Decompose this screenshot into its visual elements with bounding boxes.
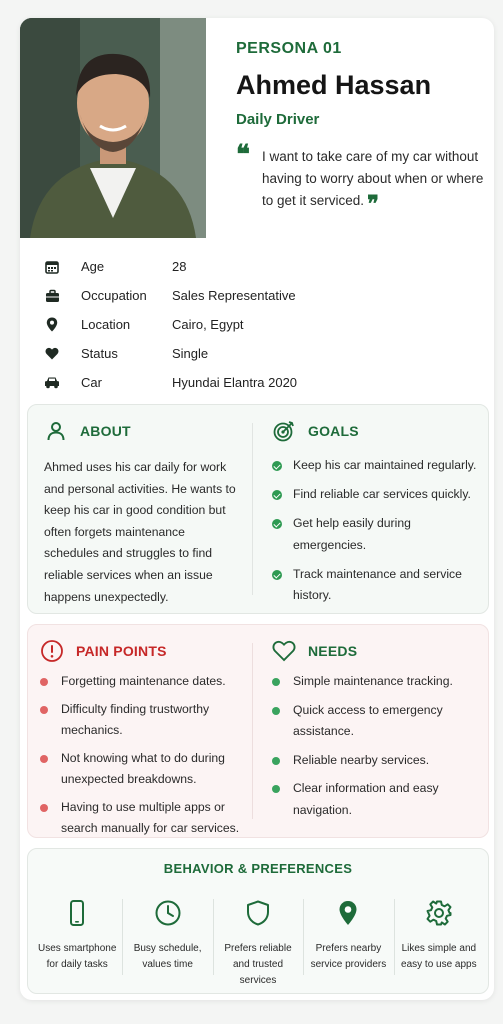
goals-heading bbox=[272, 419, 486, 443]
behavior-item bbox=[213, 897, 303, 986]
detail-row-location bbox=[44, 310, 474, 339]
list-item: Having to use multiple apps or search manually for car services. bbox=[40, 797, 250, 840]
check-icon bbox=[272, 570, 282, 580]
open-quote-icon: ❝ bbox=[236, 140, 250, 170]
list-item: Keep his car maintained regularly. bbox=[272, 455, 486, 477]
list-item: Track maintenance and service history. bbox=[272, 564, 462, 607]
behavior-text: Likes simple and easy to use apps bbox=[401, 943, 477, 970]
check-icon bbox=[272, 519, 282, 529]
list-item: Difficulty finding trustworthy mechanics. bbox=[40, 699, 240, 742]
detail-value: 28 bbox=[172, 259, 187, 274]
user-icon bbox=[44, 419, 68, 443]
panel-divider bbox=[252, 423, 253, 595]
detail-value: Hyundai Elantra 2020 bbox=[172, 375, 298, 390]
bullet-dot bbox=[272, 707, 280, 715]
alert-icon bbox=[40, 639, 64, 663]
pain-points-title: PAIN POINTS bbox=[76, 643, 167, 659]
behavior-item bbox=[32, 897, 122, 981]
persona-card bbox=[20, 18, 494, 1000]
detail-value: Sales Representative bbox=[172, 288, 296, 303]
bullet-dot bbox=[272, 785, 280, 793]
persona-header bbox=[236, 40, 486, 215]
panel-divider bbox=[252, 643, 253, 819]
persona-photo bbox=[20, 18, 206, 238]
goals-title: GOALS bbox=[308, 423, 359, 439]
behavior-title: BEHAVIOR & PREFERENCES bbox=[163, 861, 353, 876]
gear-icon bbox=[425, 899, 453, 927]
list-item: Forgetting maintenance dates. bbox=[40, 671, 252, 693]
check-icon bbox=[272, 461, 282, 471]
list-item: Reliable nearby services. bbox=[272, 750, 482, 772]
pain-points-list bbox=[40, 671, 252, 840]
persona-tag: PERSONA 01 bbox=[236, 40, 342, 57]
needs-section bbox=[272, 639, 482, 821]
detail-row-status bbox=[44, 339, 474, 368]
pain-points-section bbox=[40, 639, 252, 840]
about-heading bbox=[44, 419, 244, 443]
detail-value: Cairo, Egypt bbox=[172, 317, 244, 332]
goals-list bbox=[272, 455, 486, 607]
behavior-text: Prefers nearby service providers bbox=[310, 943, 387, 970]
target-icon bbox=[272, 419, 296, 443]
persona-role: Daily Driver bbox=[236, 111, 320, 128]
detail-label: Age bbox=[81, 259, 105, 274]
bullet-dot bbox=[40, 678, 48, 686]
behavior-text: Prefers reliable and trusted services bbox=[224, 943, 292, 986]
persona-details bbox=[44, 252, 474, 397]
location-pin-icon bbox=[334, 899, 362, 927]
detail-label: Car bbox=[81, 375, 102, 390]
behavior-list bbox=[32, 897, 484, 986]
about-section bbox=[44, 419, 244, 608]
heart-icon bbox=[44, 346, 60, 362]
needs-list bbox=[272, 671, 482, 821]
detail-value: Single bbox=[172, 346, 209, 361]
behavior-text: Uses smartphone for daily tasks bbox=[38, 943, 117, 970]
goals-section bbox=[272, 419, 486, 607]
list-item: Get help easily during emergencies. bbox=[272, 513, 486, 556]
about-title: ABOUT bbox=[80, 423, 131, 439]
detail-label: Occupation bbox=[81, 288, 147, 303]
detail-row-car bbox=[44, 368, 474, 397]
smartphone-icon bbox=[63, 899, 91, 927]
bullet-dot bbox=[40, 706, 48, 714]
shield-icon bbox=[244, 899, 272, 927]
needs-title: NEEDS bbox=[308, 643, 358, 659]
list-item: Not knowing what to do during unexpected breakdowns. bbox=[40, 748, 240, 791]
check-icon bbox=[272, 490, 282, 500]
bullet-dot bbox=[272, 757, 280, 765]
bullet-dot bbox=[40, 804, 48, 812]
detail-label: Status bbox=[81, 346, 118, 361]
clock-icon bbox=[154, 899, 182, 927]
list-item: Simple maintenance tracking. bbox=[272, 671, 482, 693]
bullet-dot bbox=[272, 678, 280, 686]
heart-outline-icon bbox=[272, 639, 296, 663]
briefcase-icon bbox=[44, 288, 60, 304]
behavior-item bbox=[122, 897, 212, 981]
pain-needs-panel bbox=[27, 624, 489, 838]
list-item: Clear information and easy navigation. bbox=[272, 778, 447, 821]
bullet-dot bbox=[40, 755, 48, 763]
persona-quote bbox=[236, 140, 486, 217]
detail-row-occupation bbox=[44, 281, 474, 310]
persona-name: Ahmed Hassan bbox=[236, 70, 432, 100]
pain-points-heading bbox=[40, 639, 252, 663]
calendar-icon bbox=[44, 259, 60, 275]
detail-label: Location bbox=[81, 317, 131, 332]
needs-heading bbox=[272, 639, 482, 663]
detail-row-age bbox=[44, 252, 474, 281]
close-quote-icon: ❞ bbox=[367, 191, 379, 217]
behavior-text: Busy schedule, values time bbox=[133, 943, 202, 970]
location-pin-icon bbox=[44, 317, 60, 333]
behavior-item bbox=[394, 897, 484, 981]
behavior-panel bbox=[27, 848, 489, 994]
list-item: Quick access to emergency assistance. bbox=[272, 700, 457, 743]
list-item: Find reliable car services quickly. bbox=[272, 484, 486, 506]
behavior-item bbox=[303, 897, 393, 981]
about-goals-panel bbox=[27, 404, 489, 614]
quote-text: I want to take care of my car without having to worry about when or where to get it serviced. bbox=[262, 149, 484, 208]
car-icon bbox=[44, 375, 60, 391]
about-text: Ahmed uses his car daily for work and personal activities. He wants to keep his car in good condition but often forgets maintenance schedules and struggles to find reliable services when an issue happens unexpectedly. bbox=[44, 460, 236, 604]
